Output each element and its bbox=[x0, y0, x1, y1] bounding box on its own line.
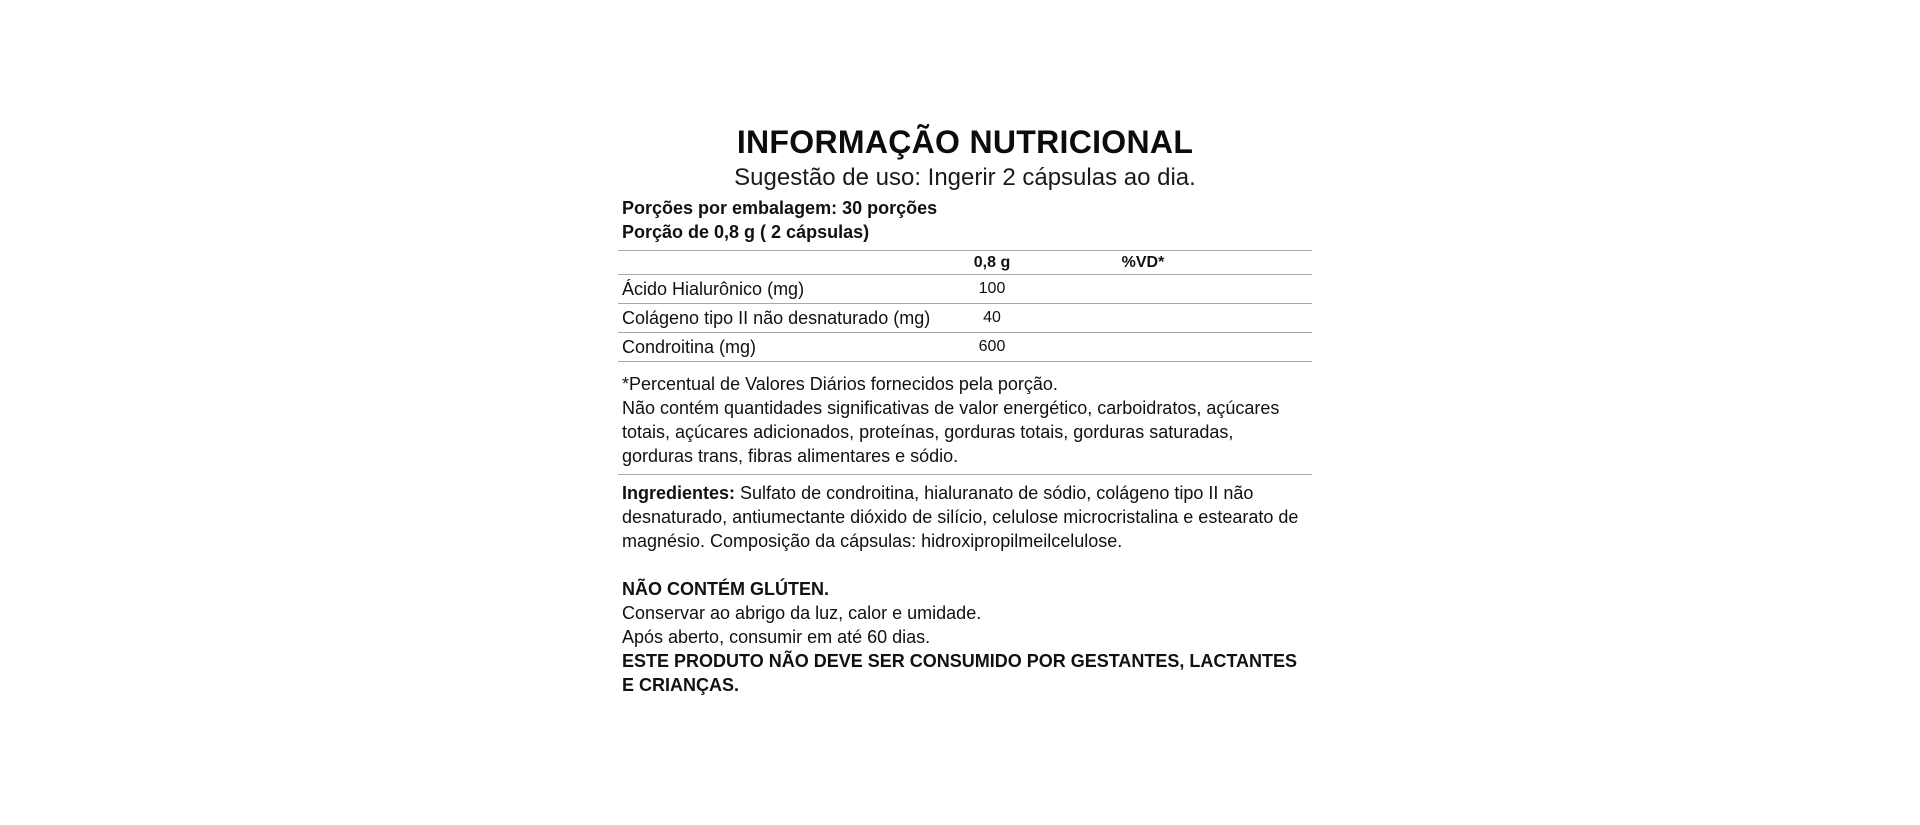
servings-per-package: Porções por embalagem: 30 porções bbox=[622, 198, 938, 218]
after-opening-instruction: Após aberto, consumir em até 60 dias. bbox=[622, 627, 931, 647]
nutrition-facts-panel bbox=[618, 122, 1312, 697]
table-row bbox=[618, 275, 1312, 304]
gluten-warning: NÃO CONTÉM GLÚTEN. bbox=[622, 579, 829, 599]
header-quantity: 0,8 g bbox=[973, 253, 1011, 271]
nutrition-title: INFORMAÇÃO NUTRICIONAL bbox=[736, 124, 1194, 160]
ingredients-paragraph bbox=[622, 481, 1308, 553]
nutrient-quantity: 100 bbox=[978, 280, 1006, 297]
not-significant-note: Não contém quantidades significativas de valor energético, carboidratos, açúcares totais, açúcares adicionados, proteínas, gorduras totais, gorduras saturadas, gorduras trans, fibras alimentares e sódio. bbox=[622, 398, 1280, 466]
nutrient-name: Condroitina (mg) bbox=[622, 337, 757, 357]
nutrient-name: Ácido Hialurônico (mg) bbox=[622, 279, 805, 299]
table-header-row bbox=[618, 250, 1312, 275]
serving-size: Porção de 0,8 g ( 2 cápsulas) bbox=[622, 222, 870, 242]
nutrition-notes bbox=[618, 362, 1312, 474]
nutrient-name: Colágeno tipo II não desnaturado (mg) bbox=[622, 308, 931, 328]
ingredients-section bbox=[618, 475, 1312, 553]
warnings-section bbox=[618, 553, 1312, 697]
table-row bbox=[618, 304, 1312, 333]
nutrient-quantity: 40 bbox=[983, 309, 1001, 326]
nutrition-table bbox=[618, 250, 1312, 362]
restriction-warning: ESTE PRODUTO NÃO DEVE SER CONSUMIDO POR GESTANTES, LACTANTES E CRIANÇAS. bbox=[622, 651, 1298, 695]
header-daily-value: %VD* bbox=[1121, 253, 1165, 271]
nutrient-quantity: 600 bbox=[978, 338, 1006, 355]
storage-instruction: Conservar ao abrigo da luz, calor e umidade. bbox=[622, 603, 982, 623]
ingredients-label: Ingredientes: bbox=[622, 483, 736, 503]
table-row bbox=[618, 333, 1312, 362]
usage-suggestion: Sugestão de uso: Ingerir 2 cápsulas ao dia. bbox=[734, 164, 1196, 191]
ingredients-text: Sulfato de condroitina, hialuranato de sódio, colágeno tipo II não desnaturado, antiumectante dióxido de silício, celulose microcristalina e estearato de magnésio. Composição da cápsulas: hidroxipropilmeilcelulose. bbox=[622, 483, 1299, 551]
daily-value-note: *Percentual de Valores Diários fornecidos pela porção. bbox=[622, 374, 1058, 394]
